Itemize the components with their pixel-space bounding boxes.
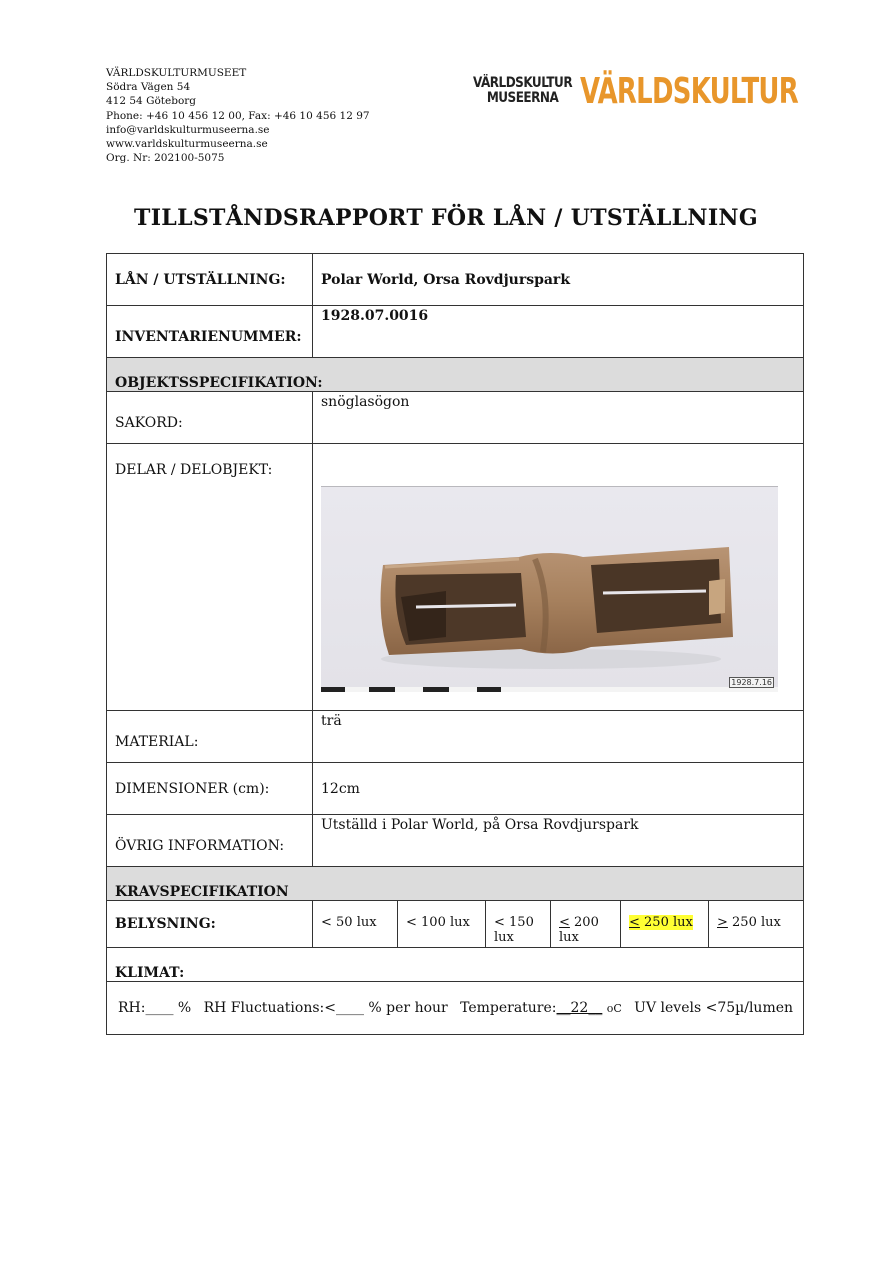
lux-under-50: < 50 lux xyxy=(313,901,398,948)
loan-label: LÅN / UTSTÄLLNING: xyxy=(107,254,313,306)
rh-value: RH:____ % xyxy=(118,1000,192,1016)
inventory-label: INVENTARIENUMMER: xyxy=(107,306,313,358)
loan-row xyxy=(107,254,804,306)
lux-max-250-selected xyxy=(621,901,709,948)
uv-levels: UV levels <75µ/lumen xyxy=(634,1000,794,1016)
logo-wordmark-small xyxy=(473,76,572,106)
lux-under-150 xyxy=(486,901,551,948)
photo-inventory-tag: 1928.7.16 xyxy=(731,678,772,687)
photo-scale-ruler xyxy=(321,687,778,692)
delar-row xyxy=(107,444,804,711)
temperature xyxy=(460,1000,622,1016)
sakord-label: SAKORD: xyxy=(107,392,313,444)
museum-address-block xyxy=(106,66,370,165)
website: www.varldskulturmuseerna.se xyxy=(106,138,268,151)
material-value: trä xyxy=(313,711,804,763)
museum-logo xyxy=(473,68,883,114)
lux-200-unit: lux xyxy=(559,930,579,945)
info-value: Utställd i Polar World, på Orsa Rovdjurspark xyxy=(313,815,804,867)
inventory-value: 1928.07.0016 xyxy=(313,306,804,358)
lux-250-highlight xyxy=(629,915,693,930)
lux-gt250-symbol: > xyxy=(717,915,728,930)
snow-goggles-image xyxy=(321,487,778,687)
rh-fluctuation-value: RH Fluctuations:<____ % per hour xyxy=(203,1000,448,1016)
email-address: info@varldskulturmuseerna.se xyxy=(106,123,270,136)
lux-gt250-value: 250 lux xyxy=(727,915,781,930)
sakord-value: snöglasögon xyxy=(313,392,804,444)
krav-heading: KRAVSPECIFIKATION xyxy=(107,867,804,901)
loan-value: Polar World, Orsa Rovdjurspark xyxy=(313,254,804,306)
climate-cell xyxy=(107,982,804,1035)
lighting-label: BELYSNING: xyxy=(107,901,313,948)
logo-line-1: VÄRLDSKULTUR xyxy=(473,75,573,91)
delar-label: DELAR / DELOBJEKT: xyxy=(107,444,313,711)
lux-150-unit: lux xyxy=(494,930,514,945)
lighting-row xyxy=(107,901,804,948)
logo-wordmark-large: VÄRLDSKULTUR xyxy=(580,70,799,112)
lux-250-value: 250 lux xyxy=(639,915,693,930)
lux-max-200 xyxy=(551,901,621,948)
info-label: ÖVRIG INFORMATION: xyxy=(107,815,313,867)
org-number: Org. Nr: 202100-5075 xyxy=(106,152,225,165)
inventory-row xyxy=(107,306,804,358)
lux-200-symbol: < xyxy=(559,915,570,930)
postal-city: 412 54 Göteborg xyxy=(106,95,197,108)
lux-200-value: 200 xyxy=(569,915,599,930)
museum-name: VÄRLDSKULTURMUSEET xyxy=(106,67,247,79)
material-label: MATERIAL: xyxy=(107,711,313,763)
objspec-section-row xyxy=(107,358,804,392)
object-photo xyxy=(321,486,778,692)
object-photo-cell xyxy=(313,444,804,711)
material-row xyxy=(107,711,804,763)
climate-heading: KLIMAT: xyxy=(107,948,804,982)
phone-fax: Phone: +46 10 456 12 00, Fax: +46 10 456 12 97 xyxy=(106,109,370,122)
objspec-heading: OBJEKTSSPECIFIKATION: xyxy=(107,358,804,392)
climate-heading-row xyxy=(107,948,804,982)
page-title: TILLSTÅNDSRAPPORT FÖR LÅN / UTSTÄLLNING xyxy=(134,205,758,231)
dimension-row xyxy=(107,763,804,815)
temperature-value: __22__ xyxy=(556,1000,603,1016)
krav-section-row xyxy=(107,867,804,901)
climate-row xyxy=(107,982,804,1035)
dimension-value: 12cm xyxy=(313,763,804,815)
lux-over-250 xyxy=(709,901,804,948)
lux-150-value: < 150 xyxy=(494,915,534,930)
condition-report-table xyxy=(106,253,804,1035)
sakord-row xyxy=(107,392,804,444)
lux-250-symbol: < xyxy=(629,915,640,930)
dimension-label: DIMENSIONER (cm): xyxy=(107,763,313,815)
temperature-unit: oC xyxy=(606,1002,622,1015)
climate-values xyxy=(107,982,803,1016)
street-address: Södra Vägen 54 xyxy=(106,81,191,94)
temperature-label: Temperature: xyxy=(460,1000,557,1016)
logo-line-2: MUSEERNA xyxy=(486,90,559,106)
info-row xyxy=(107,815,804,867)
lux-under-100: < 100 lux xyxy=(398,901,486,948)
